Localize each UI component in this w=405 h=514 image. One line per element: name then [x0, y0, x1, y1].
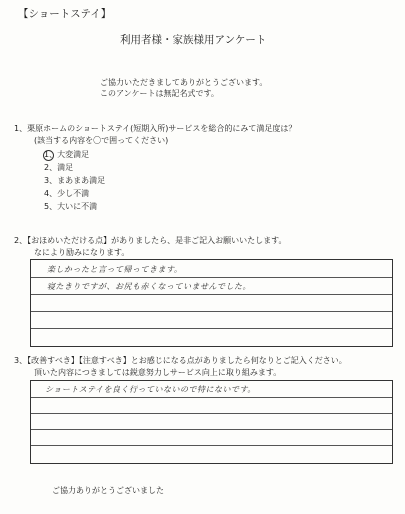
q3-answer-text-1: ショートステイを良く行っていないので特にないです。 — [45, 385, 256, 394]
intro-line-2: このアンケートは無記名式です。 — [100, 89, 219, 98]
q2-answer-box[interactable] — [30, 259, 393, 347]
q3-question: 3、【改善すべき】【注意すべき】とお感じになる点がありましたら何なりとご記入ください。 — [14, 356, 347, 365]
q3-subtext: 頂いた内容につきましては鋭意努力しサービス向上に取り組みます。 — [34, 368, 282, 377]
q1-option-3[interactable]: 3、まあまあ満足 — [44, 176, 106, 185]
q1-option-2[interactable]: 2、満足 — [44, 163, 74, 172]
q3-answer-box[interactable] — [30, 380, 393, 464]
q1-question: 1、栗原ホームのショートステイ(短期入所)サービスを総合的にみて満足度は？ — [14, 124, 297, 133]
bracket-title: 【ショートステイ】 — [18, 8, 112, 20]
page-title: 利用者様・家族様用アンケート — [120, 34, 267, 46]
answer-line — [31, 429, 392, 430]
selected-circle-mark — [43, 150, 54, 161]
q2-question: 2、【おほめいただける点】がありましたら、是非ご記入お願いいたします。 — [14, 236, 287, 245]
footer-thanks: ご協力ありがとうございました — [52, 486, 164, 495]
intro-line-1: ご協力いただきましてありがとうございます。 — [100, 78, 268, 87]
q1-option-4[interactable]: 4、少し不満 — [44, 189, 90, 198]
q1-instruction: (該当する内容を〇で囲ってください) — [34, 136, 169, 145]
q1-option-1[interactable] — [44, 150, 89, 160]
answer-line — [31, 445, 392, 446]
answer-line — [31, 328, 392, 329]
q2-answer-text-1: 楽しかったと言って帰ってきます。 — [47, 265, 183, 274]
q1-option-5[interactable]: 5、大いに不満 — [44, 202, 98, 211]
answer-line — [31, 294, 392, 295]
q2-answer-text-2: 寝たきりですが、お尻も赤くなっていませんでした。 — [47, 282, 251, 291]
answer-line — [31, 413, 392, 414]
answer-line — [31, 311, 392, 312]
q1-option-label: 1、大変満足 — [44, 150, 90, 159]
answer-line — [31, 397, 392, 398]
answer-line — [31, 277, 392, 278]
q2-subtext: なにより励みになります。 — [34, 248, 130, 257]
